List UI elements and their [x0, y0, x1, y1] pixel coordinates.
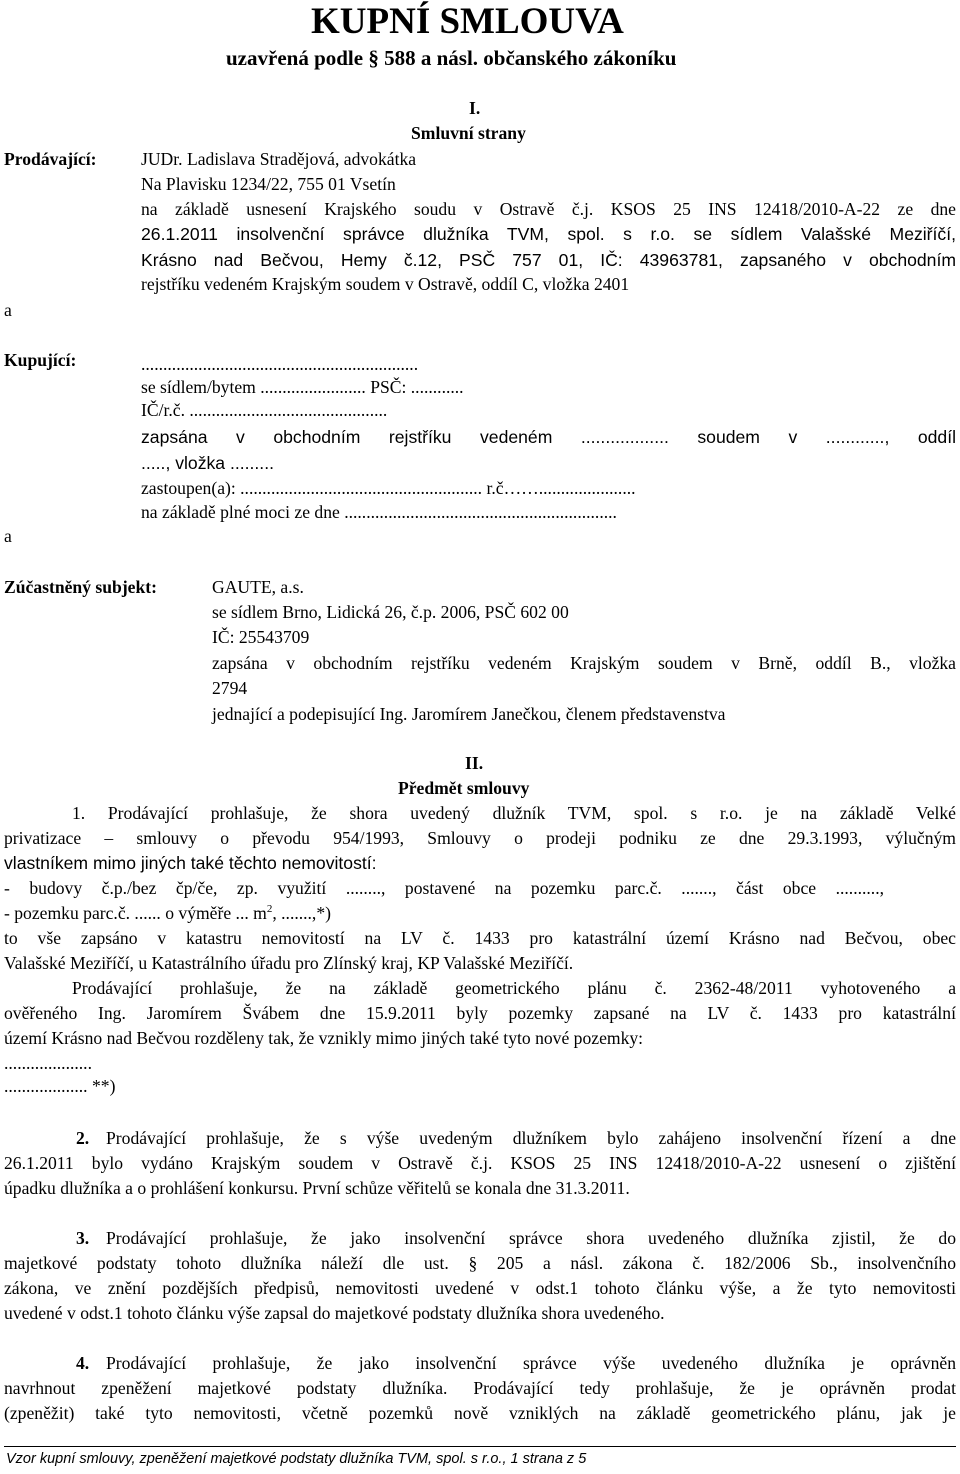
section-heading: Předmět smlouvy	[398, 778, 530, 798]
buyer-line: na základě plné moci ze dne ..............................................................	[141, 502, 617, 522]
buyer-line: zapsána v obchodním rejstříku vedeném .................. soudem v ............, oddíl	[141, 427, 956, 447]
paragraph-line: - budovy č.p./bez čp/če, zp. využití ........, postavené na pozemku parc.č. ......., část obce ..........,	[4, 878, 884, 898]
buyer-label: Kupující:	[4, 350, 77, 370]
area-text: - pozemku parc.č. ...... o výměře ... m	[4, 903, 267, 923]
paragraph-line: majetkové podstaty tohoto dlužníka náleží dle ust. § 205 a násl. zákona č. 182/2006 Sb., insolvenčního	[4, 1253, 956, 1273]
seller-line: JUDr. Ladislava Stradějová, advokátka	[141, 149, 417, 169]
paragraph-line: 1. Prodávající prohlašuje, že shora uvedený dlužník TVM, spol. s r.o. je na základě Velké	[72, 803, 956, 823]
seller-line: rejstříku vedeném Krajským soudem v Ostravě, oddíl C, vložka 2401	[141, 274, 630, 294]
area-tail: , .......,*)	[272, 903, 331, 923]
page-footer: Vzor kupní smlouvy, zpeněžení majetkové podstaty dlužníka TVM, spol. s r.o., 1 strana z 5	[6, 1451, 587, 1467]
paragraph-line: Prodávající prohlašuje, že jako insolvenční správce výše uvedeného dlužníka je oprávněn	[106, 1353, 956, 1373]
seller-line: 26.1.2011 insolvenční správce dlužníka TVM, spol. s r.o. se sídlem Valašské Meziříčí,	[141, 224, 956, 244]
participant-line: jednající a podepisující Ing. Jaromírem Janečkou, členem představenstva	[212, 704, 726, 724]
paragraph-line: Prodávající prohlašuje, že jako insolvenční správce shora uvedeného dlužníka zjistil, že do	[106, 1228, 956, 1248]
paragraph-line: ověřeného Ing. Jaromírem Švábem dne 15.9.2011 byly pozemky zapsané na LV č. 1433 pro katastrální	[4, 1003, 956, 1023]
buyer-line: se sídlem/bytem ........................ PSČ: ............	[141, 377, 464, 397]
subtitle-suffix: 588 a násl. občanského zákoníku	[378, 46, 677, 70]
document-title: KUPNÍ SMLOUVA	[311, 1, 624, 42]
paragraph-line	[4, 901, 331, 925]
section-sign: §	[368, 46, 379, 70]
paragraph-number: 3.	[76, 1228, 90, 1248]
paragraph-line: úpadku dlužníka a o prohlášení konkursu. První schůze věřitelů se konala dne 31.3.2011.	[4, 1178, 630, 1198]
paragraph-line: Prodávající prohlašuje, že s výše uvedeným dlužníkem bylo zahájeno insolvenční řízení a dne	[106, 1128, 956, 1148]
paragraph-line: ....................	[4, 1053, 92, 1073]
buyer-line: zastoupen(a): ....................................................... r.č……......................	[141, 478, 636, 498]
paragraph-line: území Krásno nad Bečvou rozděleny tak, že vznikly mimo jiných také tyto nové pozemky:	[4, 1028, 644, 1048]
subtitle-prefix: uzavřená podle	[226, 46, 369, 70]
paragraph-line: to vše zapsáno v katastru nemovitostí na LV č. 1433 pro katastrální území Krásno nad Bečvou, obec	[4, 928, 956, 948]
buyer-line: ....., vložka .........	[141, 453, 274, 473]
seller-label: Prodávající:	[4, 149, 97, 169]
paragraph-line: uvedené v odst.1 tohoto článku výše zapsal do majetkové podstaty dlužníka shora uvedeného.	[4, 1303, 665, 1323]
seller-line: Krásno nad Bečvou, Hemy č.12, PSČ 757 01, IČ: 43963781, zapsaného v obchodním	[141, 250, 956, 270]
superscript: 2	[266, 903, 273, 916]
participant-line: GAUTE, a.s.	[212, 577, 304, 597]
paragraph-line: navrhnout zpeněžení majetkové podstaty dlužníka. Prodávající tedy prohlašuje, že je oprávněn prodat	[4, 1378, 956, 1398]
paragraph-line: vlastníkem mimo jiných také těchto nemovitostí:	[4, 853, 377, 873]
footer-divider	[4, 1446, 956, 1447]
participant-line: 2794	[212, 678, 248, 698]
paragraph-line: 26.1.2011 bylo vydáno Krajským soudem v Ostravě č.j. KSOS 25 INS 12418/2010-A-22 usnesení o zjištění	[4, 1153, 956, 1173]
paragraph-number: 2.	[76, 1128, 90, 1148]
paragraph-line: privatizace – smlouvy o převodu 954/1993, Smlouvy o prodeji podniku ze dne 29.3.1993, výlučným	[4, 828, 956, 848]
section-number: II.	[465, 753, 484, 773]
section-number: I.	[469, 98, 481, 118]
buyer-line: ...............................................................	[141, 354, 419, 374]
paragraph-line: (zpeněžit) také tyto nemovitosti, včetně pozemků nově vzniklých na základě geometrického plánu, jak je	[4, 1403, 956, 1423]
paragraph-line: zákona, ve znění pozdějších předpisů, nemovitosti uvedené v odst.1 tohoto článku výše, a že tyto nemovitosti	[4, 1278, 956, 1298]
paragraph-line: Valašské Meziříčí, u Katastrálního úřadu pro Zlínský kraj, KP Valašské Meziříčí.	[4, 953, 574, 973]
participant-label: Zúčastněný subjekt:	[4, 577, 157, 597]
paragraph-line: ................... **)	[4, 1076, 116, 1096]
buyer-line: IČ/r.č. .............................................	[141, 400, 388, 420]
conjunction: a	[4, 300, 12, 320]
participant-line: IČ: 25543709	[212, 627, 310, 647]
conjunction: a	[4, 526, 12, 546]
participant-line: zapsána v obchodním rejstříku vedeném Krajským soudem v Brně, oddíl B., vložka	[212, 653, 956, 673]
seller-line: na základě usnesení Krajského soudu v Ostravě č.j. KSOS 25 INS 12418/2010-A-22 ze dne	[141, 199, 956, 219]
section-heading: Smluvní strany	[411, 123, 526, 143]
document-subtitle	[226, 44, 676, 72]
participant-line: se sídlem Brno, Lidická 26, č.p. 2006, PSČ 602 00	[212, 602, 569, 622]
paragraph-number: 4.	[76, 1353, 90, 1373]
paragraph-line: Prodávající prohlašuje, že na základě geometrického plánu č. 2362-48/2011 vyhotoveného a	[72, 978, 956, 998]
seller-line: Na Plavisku 1234/22, 755 01 Vsetín	[141, 174, 396, 194]
